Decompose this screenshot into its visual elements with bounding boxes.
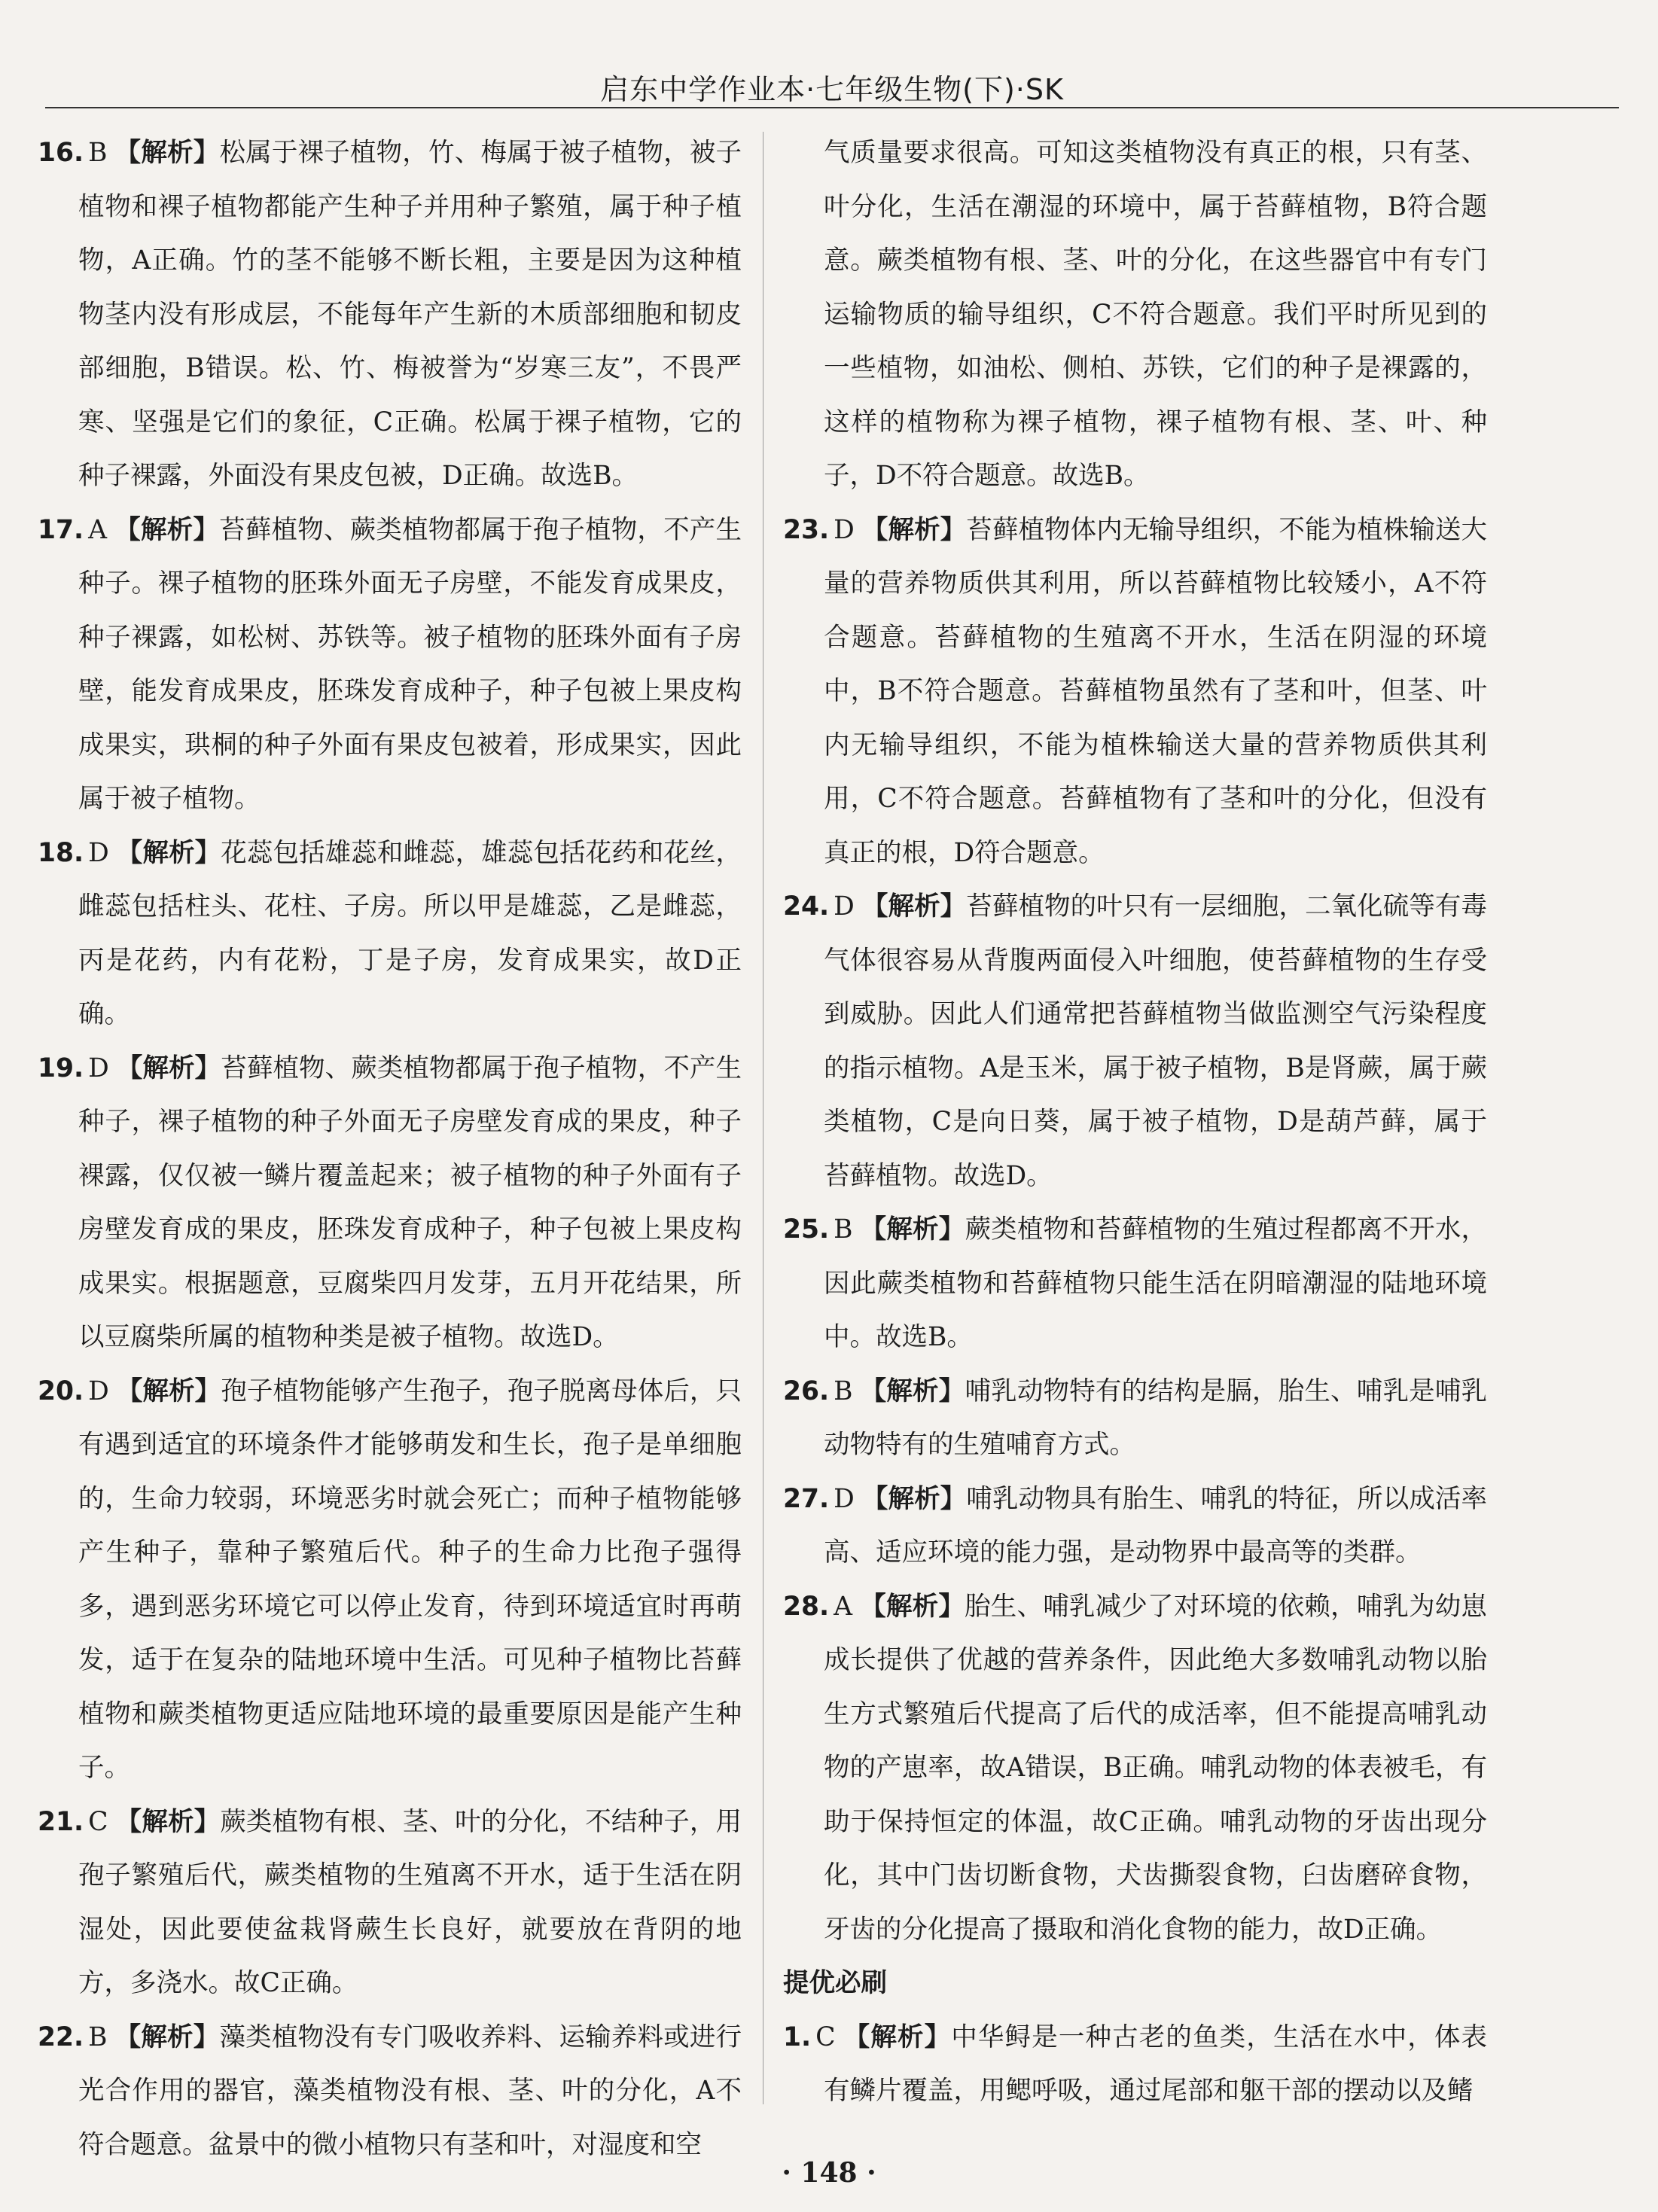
answer-item-27: 27. D 【解析】哺乳动物具有胎生、哺乳的特征，所以成活率高、适应环境的能力强，是动物界中最高等的类群。: [783, 1483, 1488, 1568]
answer-item-20: 20. D 【解析】孢子植物能够产生孢子，孢子脱离母体后，只有遇到适宜的环境条件才能够萌发和生长，孢子是单细胞的，生命力较弱，环境恶劣时就会死亡；而种子植物能够产生种子，靠种子繁殖后代。种子的生命力比孢子强得多，遇到恶劣环境它可以停止发育，待到环境适宜时再萌发，适于在复杂的陆地环境中生活。可见种子植物比苔藓植物和蕨类植物更适应陆地环境的最重要原因是能产生种子。: [38, 1376, 742, 1783]
page-header: 启东中学作业本·七年级生物(下)·SK: [600, 73, 1064, 106]
header-rule: [45, 107, 1619, 108]
answer-item-23: 23. D 【解析】苔藓植物体内无输导组织，不能为植株输送大量的营养物质供其利用，所以苔藓植物比较矮小，A不符合题意。苔藓植物的生殖离不开水，生活在阴湿的环境中，B不符合题意。苔藓植物虽然有了茎和叶，但茎、叶内无输导组织，不能为植株输送大量的营养物质供其利用，C不符合题意。苔藓植物有了茎和叶的分化，但没有真正的根，D符合题意。: [783, 514, 1488, 868]
page-number: · 148 ·: [782, 2157, 876, 2189]
left-column: [38, 126, 742, 2172]
answer-item-22-continued: 气质量要求很高。可知这类植物没有真正的根，只有茎、叶分化，生活在潮湿的环境中，属于苔藓植物，B符合题意。蕨类植物有根、茎、叶的分化，在这些器官中有专门运输物质的输导组织，C不符合题意。我们平时所见到的一些植物，如油松、侧柏、苏铁，它们的种子是裸露的，这样的植物称为裸子植物，裸子植物有根、茎、叶、种子，D不符合题意。故选B。: [824, 138, 1487, 491]
answer-item-21: 21. C 【解析】蕨类植物有根、茎、叶的分化，不结种子，用孢子繁殖后代，蕨类植物的生殖离不开水，适于生活在阴湿处，因此要使盆栽肾蕨生长良好，就要放在背阴的地方，多浇水。故C正确。: [38, 1806, 742, 1998]
answer-item-18: 18. D 【解析】花蕊包括雄蕊和雌蕊，雄蕊包括花药和花丝，雌蕊包括柱头、花柱、子房。所以甲是雄蕊，乙是雌蕊，丙是花药，内有花粉，丁是子房，发育成果实，故D正确。: [38, 837, 742, 1029]
answer-item-22: 22. B 【解析】藻类植物没有专门吸收养料、运输养料或进行光合作用的器官，藻类植物没有根、茎、叶的分化，A不符合题意。盆景中的微小植物只有茎和叶，对湿度和空: [38, 2022, 742, 2160]
answer-item-17: 17. A 【解析】苔藓植物、蕨类植物都属于孢子植物，不产生种子。裸子植物的胚珠外面无子房壁，不能发育成果皮，种子裸露，如松树、苏铁等。被子植物的胚珠外面有子房壁，能发育成果皮，胚珠发育成种子，种子包被上果皮构成果实，珙桐的种子外面有果皮包被着，形成果实，因此属于被子植物。: [38, 514, 742, 814]
right-column: [783, 126, 1487, 2119]
section-answer-item-1: 1. C 【解析】中华鲟是一种古老的鱼类，生活在水中，体表有鳞片覆盖，用鳃呼吸，通过尾部和躯干部的摆动以及鳍: [783, 2022, 1488, 2106]
answer-item-28: 28. A 【解析】胎生、哺乳减少了对环境的依赖，哺乳为幼崽成长提供了优越的营养条件，因此绝大多数哺乳动物以胎生方式繁殖后代提高了后代的成活率，但不能提高哺乳动物的产崽率，故A错误，B正确。哺乳动物的体表被毛，有助于保持恒定的体温，故C正确。哺乳动物的牙齿出现分化，其中门齿切断食物，犬齿撕裂食物，臼齿磨碎食物，牙齿的分化提高了摄取和消化食物的能力，故D正确。: [783, 1591, 1488, 1945]
answer-item-16: 16. B 【解析】松属于裸子植物，竹、梅属于被子植物，被子植物和裸子植物都能产生种子并用种子繁殖，属于种子植物，A正确。竹的茎不能够不断长粗，主要是因为这种植物茎内没有形成层，不能每年产生新的木质部细胞和韧皮部细胞，B错误。松、竹、梅被誉为“岁寒三友”，不畏严寒、坚强是它们的象征，C正确。松属于裸子植物，它的种子裸露，外面没有果皮包被，D正确。故选B。: [38, 138, 742, 491]
section-title: 提优必刷: [783, 1968, 887, 1998]
answer-item-26: 26. B 【解析】哺乳动物特有的结构是膈，胎生、哺乳是哺乳动物特有的生殖哺育方式。: [783, 1376, 1488, 1460]
answer-item-25: 25. B 【解析】蕨类植物和苔藓植物的生殖过程都离不开水，因此蕨类植物和苔藓植物只能生活在阴暗潮湿的陆地环境中。故选B。: [783, 1214, 1488, 1352]
answer-item-19: 19. D 【解析】苔藓植物、蕨类植物都属于孢子植物，不产生种子，裸子植物的种子外面无子房壁发育成的果皮，种子裸露，仅仅被一鳞片覆盖起来；被子植物的种子外面有子房壁发育成的果皮，胚珠发育成种子，种子包被上果皮构成果实。根据题意，豆腐柴四月发芽，五月开花结果，所以豆腐柴所属的植物种类是被子植物。故选D。: [38, 1053, 742, 1352]
answer-item-24: 24. D 【解析】苔藓植物的叶只有一层细胞，二氧化硫等有毒气体很容易从背腹两面侵入叶细胞，使苔藓植物的生存受到威胁。因此人们通常把苔藓植物当做监测空气污染程度的指示植物。A是玉米，属于被子植物，B是肾蕨，属于蕨类植物，C是向日葵，属于被子植物，D是葫芦藓，属于苔藓植物。故选D。: [783, 891, 1488, 1191]
